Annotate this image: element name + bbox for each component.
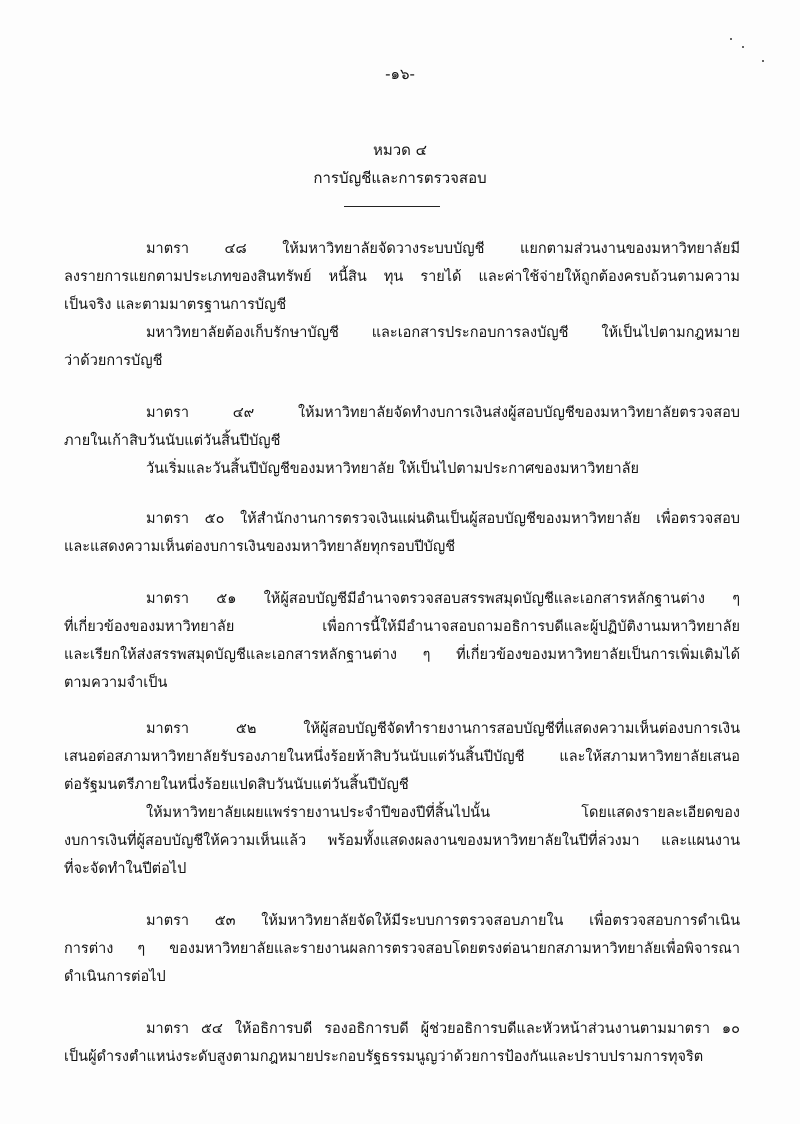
- chapter-number: หมวด ๔: [372, 141, 428, 159]
- section-49-line-2: ภายในเก้าสิบวันนับแต่วันสิ้นปีบัญชี: [64, 433, 281, 449]
- section-48-line-5: ว่าด้วยการบัญชี: [64, 353, 163, 369]
- section-49-line-1: มาตรา ๔๙ ให้มหาวิทยาลัยจัดทำงบการเงินส่งผู้สอบบัญชีของมหาวิทยาลัยตรวจสอบ: [146, 405, 740, 421]
- section-52-line-2: เสนอต่อสภามหาวิทยาลัยรับรองภายในหนึ่งร้อยห้าสิบวันนับแต่วันสิ้นปีบัญชี และให้สภามหาวิทยาลัยเสนอ: [64, 749, 740, 765]
- section-51-line-3: และเรียกให้ส่งสรรพสมุดบัญชีและเอกสารหลักฐานต่าง ๆ ที่เกี่ยวข้องของมหาวิทยาลัยเป็นการเพิ่มเติมได้: [64, 647, 740, 663]
- section-52-line-3: ต่อรัฐมนตรีภายในหนึ่งร้อยแปดสิบวันนับแต่วันสิ้นปีบัญชี: [64, 777, 409, 793]
- section-54-line-1: มาตรา ๕๔ ให้อธิการบดี รองอธิการบดี ผู้ช่วยอธิการบดีและหัวหน้าส่วนงานตามมาตรา ๑๐: [146, 1021, 740, 1037]
- chapter-title: การบัญชีและการตรวจสอบ: [313, 169, 487, 187]
- scan-speck: [742, 46, 744, 48]
- section-53-line-1: มาตรา ๕๓ ให้มหาวิทยาลัยจัดให้มีระบบการตรวจสอบภายใน เพื่อตรวจสอบการดำเนิน: [146, 913, 740, 929]
- section-49-line-3: วันเริ่มและวันสิ้นปีบัญชีของมหาวิทยาลัย ให้เป็นไปตามประกาศของมหาวิทยาลัย: [146, 461, 639, 477]
- section-48-line-1: มาตรา ๔๘ ให้มหาวิทยาลัยจัดวางระบบบัญชี แยกตามส่วนงานของมหาวิทยาลัยมี: [146, 241, 740, 257]
- section-48-line-4: มหาวิทยาลัยต้องเก็บรักษาบัญชี และเอกสารประกอบการลงบัญชี ให้เป็นไปตามกฎหมาย: [146, 325, 740, 341]
- section-52-line-5: งบการเงินที่ผู้สอบบัญชีให้ความเห็นแล้ว พร้อมทั้งแสดงผลงานของมหาวิทยาลัยในปีที่ล่วงมา และแผนงาน: [64, 833, 740, 849]
- scan-speck: [730, 38, 732, 40]
- section-48-line-2: ลงรายการแยกตามประเภทของสินทรัพย์ หนี้สิน ทุน รายได้ และค่าใช้จ่ายให้ถูกต้องครบถ้วนตามความ: [64, 269, 740, 285]
- section-53-line-3: ดำเนินการต่อไป: [64, 969, 166, 985]
- title-underline: [344, 206, 440, 207]
- section-52-line-4: ให้มหาวิทยาลัยเผยแพร่รายงานประจำปีของปีที่สิ้นไปนั้น โดยแสดงรายละเอียดของ: [146, 805, 740, 821]
- section-50-line-1: มาตรา ๕๐ ให้สำนักงานการตรวจเงินแผ่นดินเป็นผู้สอบบัญชีของมหาวิทยาลัย เพื่อตรวจสอบ: [146, 511, 740, 527]
- section-50-line-2: และแสดงความเห็นต่องบการเงินของมหาวิทยาลัยทุกรอบปีบัญชี: [64, 539, 456, 555]
- page-number: -๑๖-: [385, 65, 415, 83]
- section-51-line-2: ที่เกี่ยวข้องของมหาวิทยาลัย เพื่อการนี้ให้มีอำนาจสอบถามอธิการบดีและผู้ปฏิบัติงานมหาวิทยาลัย: [64, 619, 740, 635]
- section-52-line-6: ที่จะจัดทำในปีต่อไป: [64, 861, 187, 877]
- section-54-line-2: เป็นผู้ดำรงตำแหน่งระดับสูงตามกฎหมายประกอบรัฐธรรมนูญว่าด้วยการป้องกันและปราบปรามการทุจริต: [64, 1049, 704, 1065]
- section-52-line-1: มาตรา ๕๒ ให้ผู้สอบบัญชีจัดทำรายงานการสอบบัญชีที่แสดงความเห็นต่องบการเงิน: [146, 721, 740, 737]
- section-51-line-4: ตามความจำเป็น: [64, 675, 168, 691]
- section-53-line-2: การต่าง ๆ ของมหาวิทยาลัยและรายงานผลการตรวจสอบโดยตรงต่อนายกสภามหาวิทยาลัยเพื่อพิจารณา: [64, 941, 740, 957]
- section-51-line-1: มาตรา ๕๑ ให้ผู้สอบบัญชีมีอำนาจตรวจสอบสรรพสมุดบัญชีและเอกสารหลักฐานต่าง ๆ: [146, 591, 740, 607]
- section-48-line-3: เป็นจริง และตามมาตรฐานการบัญชี: [64, 297, 287, 313]
